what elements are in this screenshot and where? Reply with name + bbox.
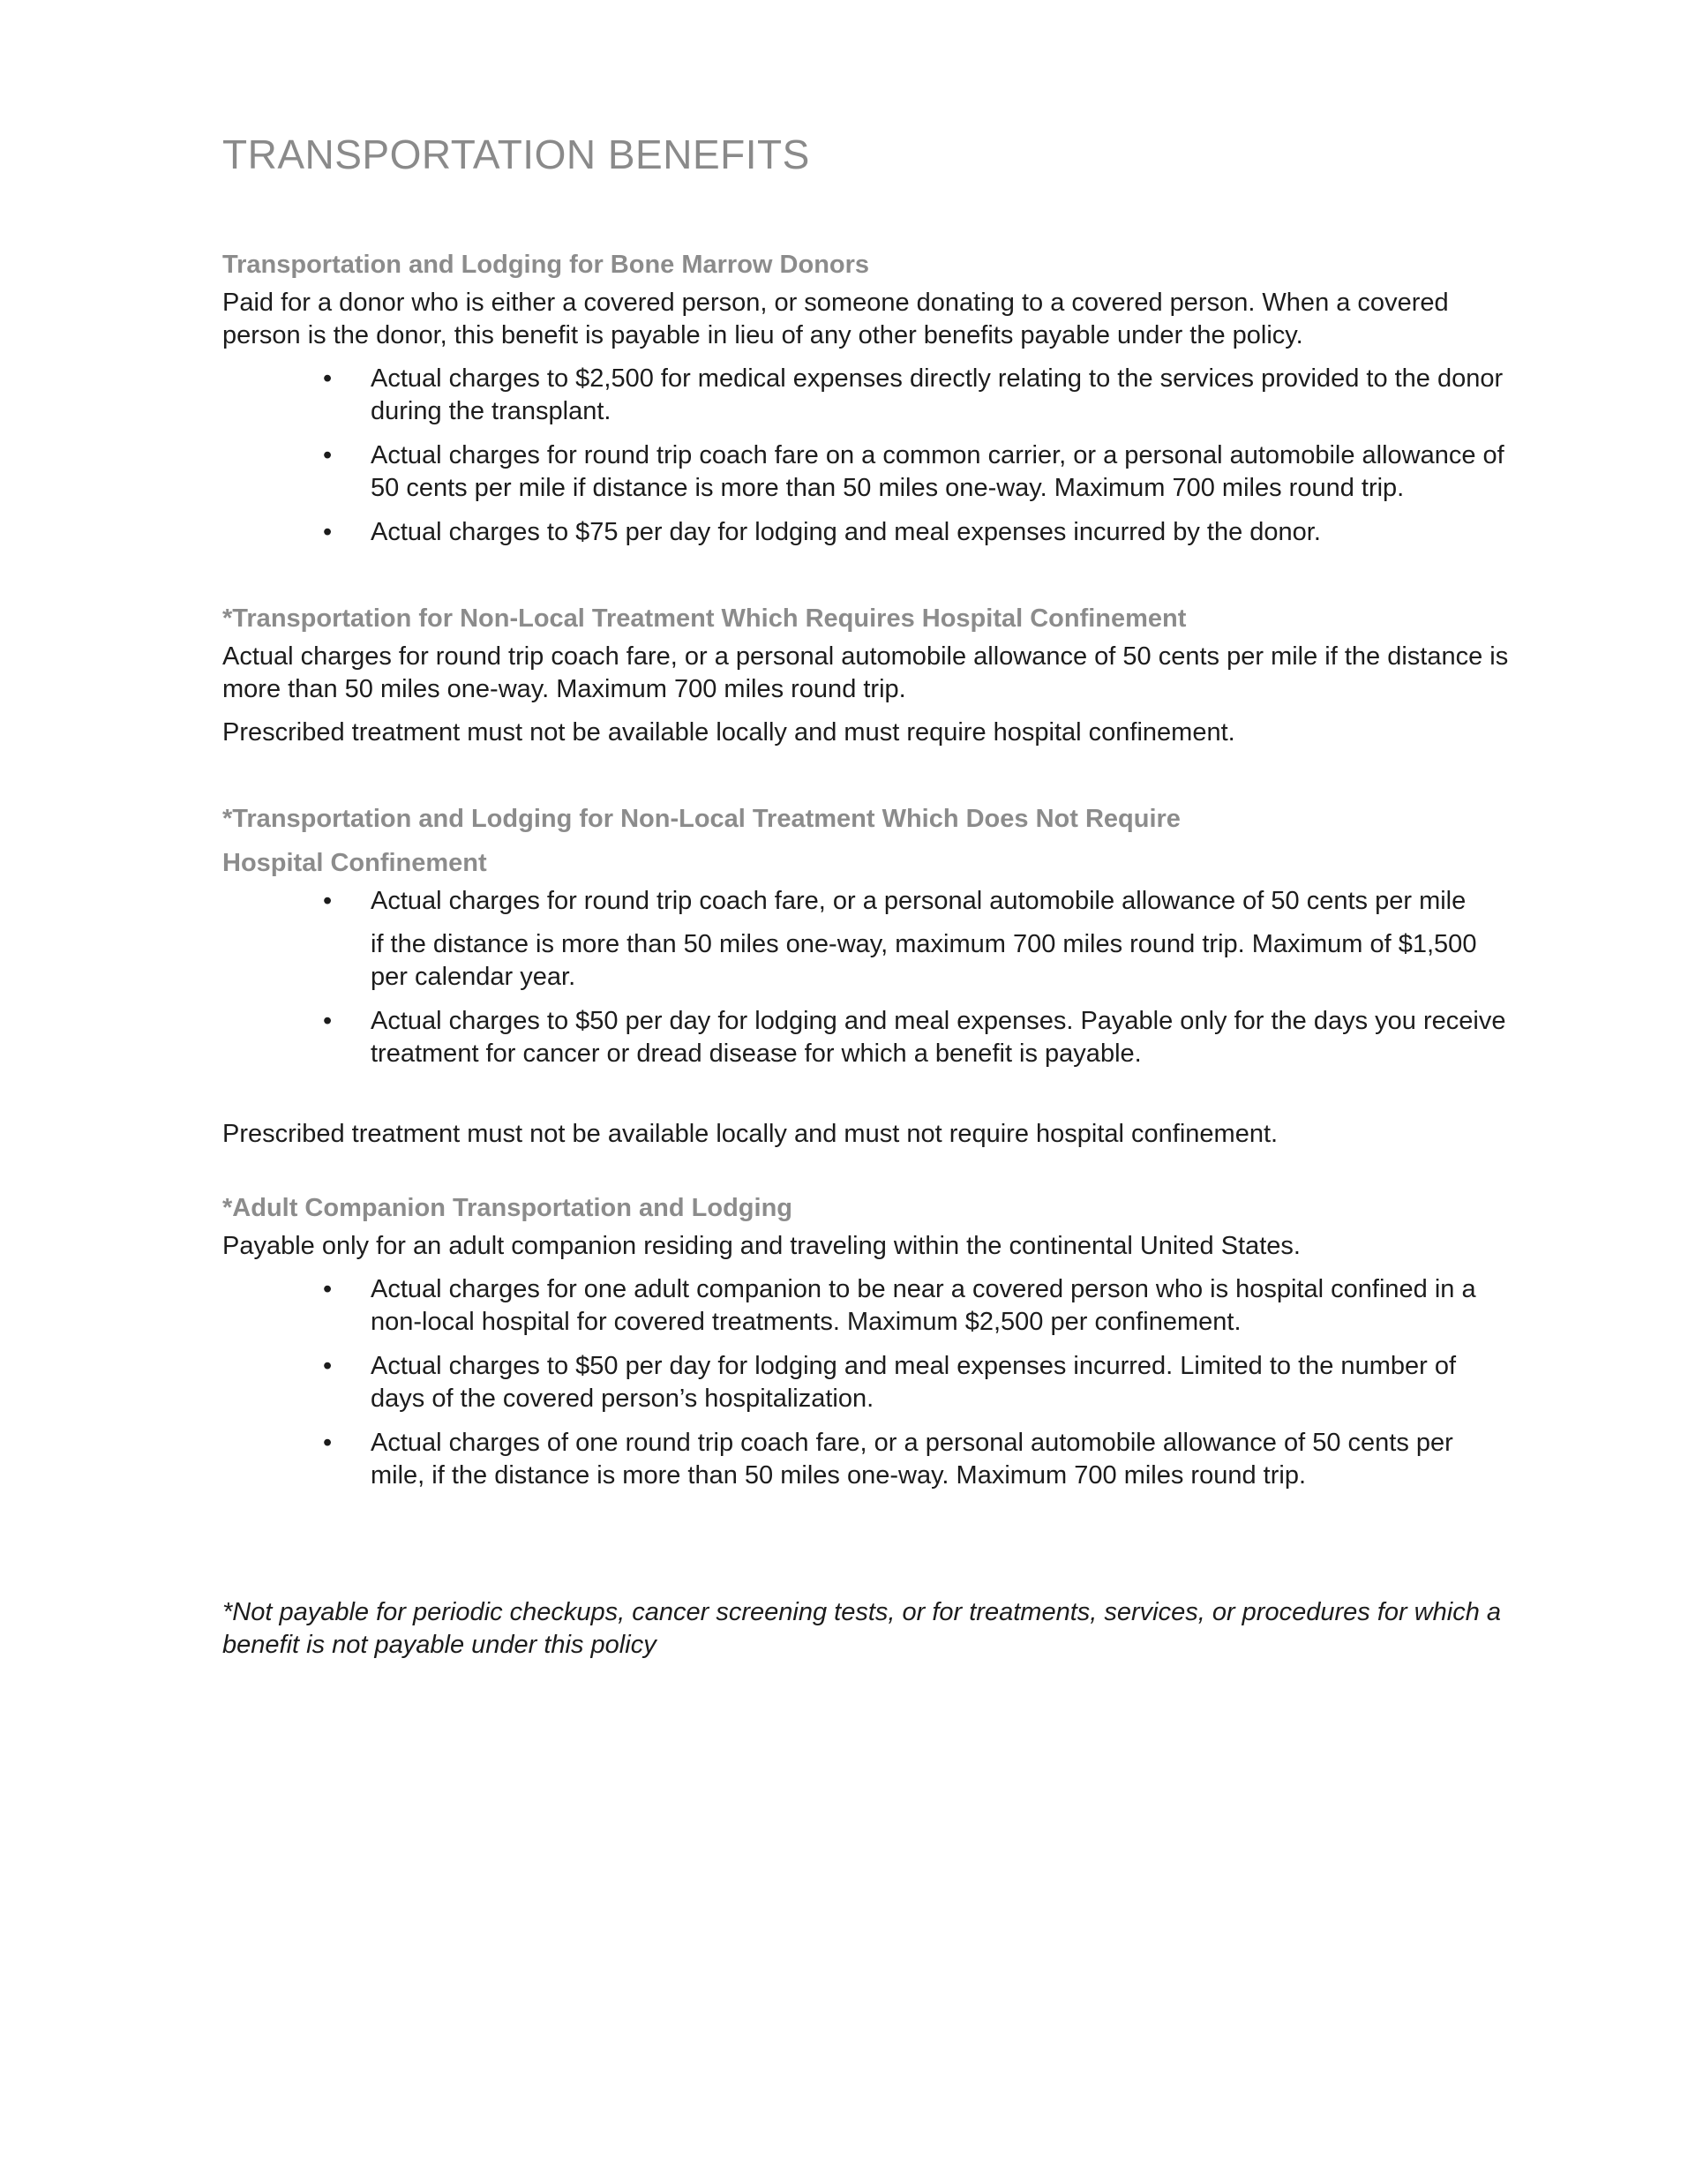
bullet-list <box>222 885 1511 1070</box>
page-title: TRANSPORTATION BENEFITS <box>222 131 810 177</box>
section-nonlocal-confinement <box>222 597 1511 749</box>
list-item-text: Actual charges for round trip coach fare on a common carrier, or a personal automobile allowance of 50 cents per mile if distance is more than 50 miles one-way. Maximum 700 miles round trip. <box>371 440 1504 502</box>
document-page <box>222 132 1511 1662</box>
list-item-text: Actual charges for round trip coach fare, or a personal automobile allowance of 50 cents per mile <box>371 886 1467 915</box>
list-item <box>222 1427 1511 1492</box>
list-item <box>222 363 1511 428</box>
section-closing: Prescribed treatment must not be available locally and must not require hospital confinement. <box>222 1119 1279 1148</box>
bullet-icon: • <box>323 1351 333 1380</box>
bullet-icon: • <box>323 1274 333 1303</box>
section-heading: *Adult Companion Transportation and Lodging <box>222 1193 793 1222</box>
section-paragraph: Prescribed treatment must not be available locally and must require hospital confinement. <box>222 717 1235 747</box>
list-item <box>222 1350 1511 1415</box>
bullet-list <box>222 1273 1511 1492</box>
section-paragraph: Actual charges for round trip coach fare, or a personal automobile allowance of 50 cents per mile if the distance is more than 50 miles one-way. Maximum 700 miles round trip. <box>222 642 1509 703</box>
list-item-text: Actual charges to $50 per day for lodging and meal expenses. Payable only for the days you receive treatment for cancer or dread disease for which a benefit is payable. <box>371 1006 1506 1068</box>
section-heading: Transportation and Lodging for Bone Marrow Donors <box>222 250 870 279</box>
section-intro: Paid for a donor who is either a covered person, or someone donating to a covered person. When a covered person is the donor, this benefit is payable in lieu of any other benefits payable under the policy. <box>222 288 1449 349</box>
bullet-icon: • <box>323 1428 333 1457</box>
section-intro: Payable only for an adult companion residing and traveling within the continental United States. <box>222 1231 1301 1260</box>
list-item <box>222 1273 1511 1339</box>
bullet-icon: • <box>323 517 333 546</box>
list-item-text: Actual charges to $2,500 for medical expenses directly relating to the services provided to the donor during the transplant. <box>371 364 1504 425</box>
section-heading-continued: Hospital Confinement <box>222 848 487 877</box>
bullet-icon: • <box>323 364 333 393</box>
list-item-text: Actual charges of one round trip coach fare, or a personal automobile allowance of 50 cents per mile, if the distance is more than 50 miles one-way. Maximum 700 miles round trip. <box>371 1428 1453 1490</box>
bullet-list <box>222 363 1511 549</box>
footnote: *Not payable for periodic checkups, cancer screening tests, or for treatments, services, or procedures for which a benefit is not payable under this policy <box>222 1597 1502 1659</box>
section-bone-marrow-donors <box>222 243 1511 549</box>
section-nonlocal-no-confinement <box>222 797 1511 1151</box>
list-item-text: Actual charges to $75 per day for lodging and meal expenses incurred by the donor. <box>371 517 1321 546</box>
section-heading: *Transportation and Lodging for Non-Local Treatment Which Does Not Require <box>222 804 1181 833</box>
list-item-text: Actual charges to $50 per day for lodging and meal expenses incurred. Limited to the number of days of the covered person’s hospitalization. <box>371 1351 1457 1413</box>
list-item <box>222 1005 1511 1070</box>
list-item-text: Actual charges for one adult companion to be near a covered person who is hospital confined in a non-local hospital for covered treatments. Maximum $2,500 per confinement. <box>371 1274 1476 1336</box>
list-item <box>222 516 1511 549</box>
section-heading: *Transportation for Non-Local Treatment Which Requires Hospital Confinement <box>222 604 1187 633</box>
list-item <box>222 439 1511 505</box>
bullet-icon: • <box>323 1006 333 1035</box>
list-item <box>222 885 1511 994</box>
list-item-text-continued: if the distance is more than 50 miles one-way, maximum 700 miles round trip. Maximum of $1,500 per calendar year. <box>371 929 1477 991</box>
section-adult-companion <box>222 1186 1511 1492</box>
bullet-icon: • <box>323 886 333 915</box>
bullet-icon: • <box>323 440 333 469</box>
